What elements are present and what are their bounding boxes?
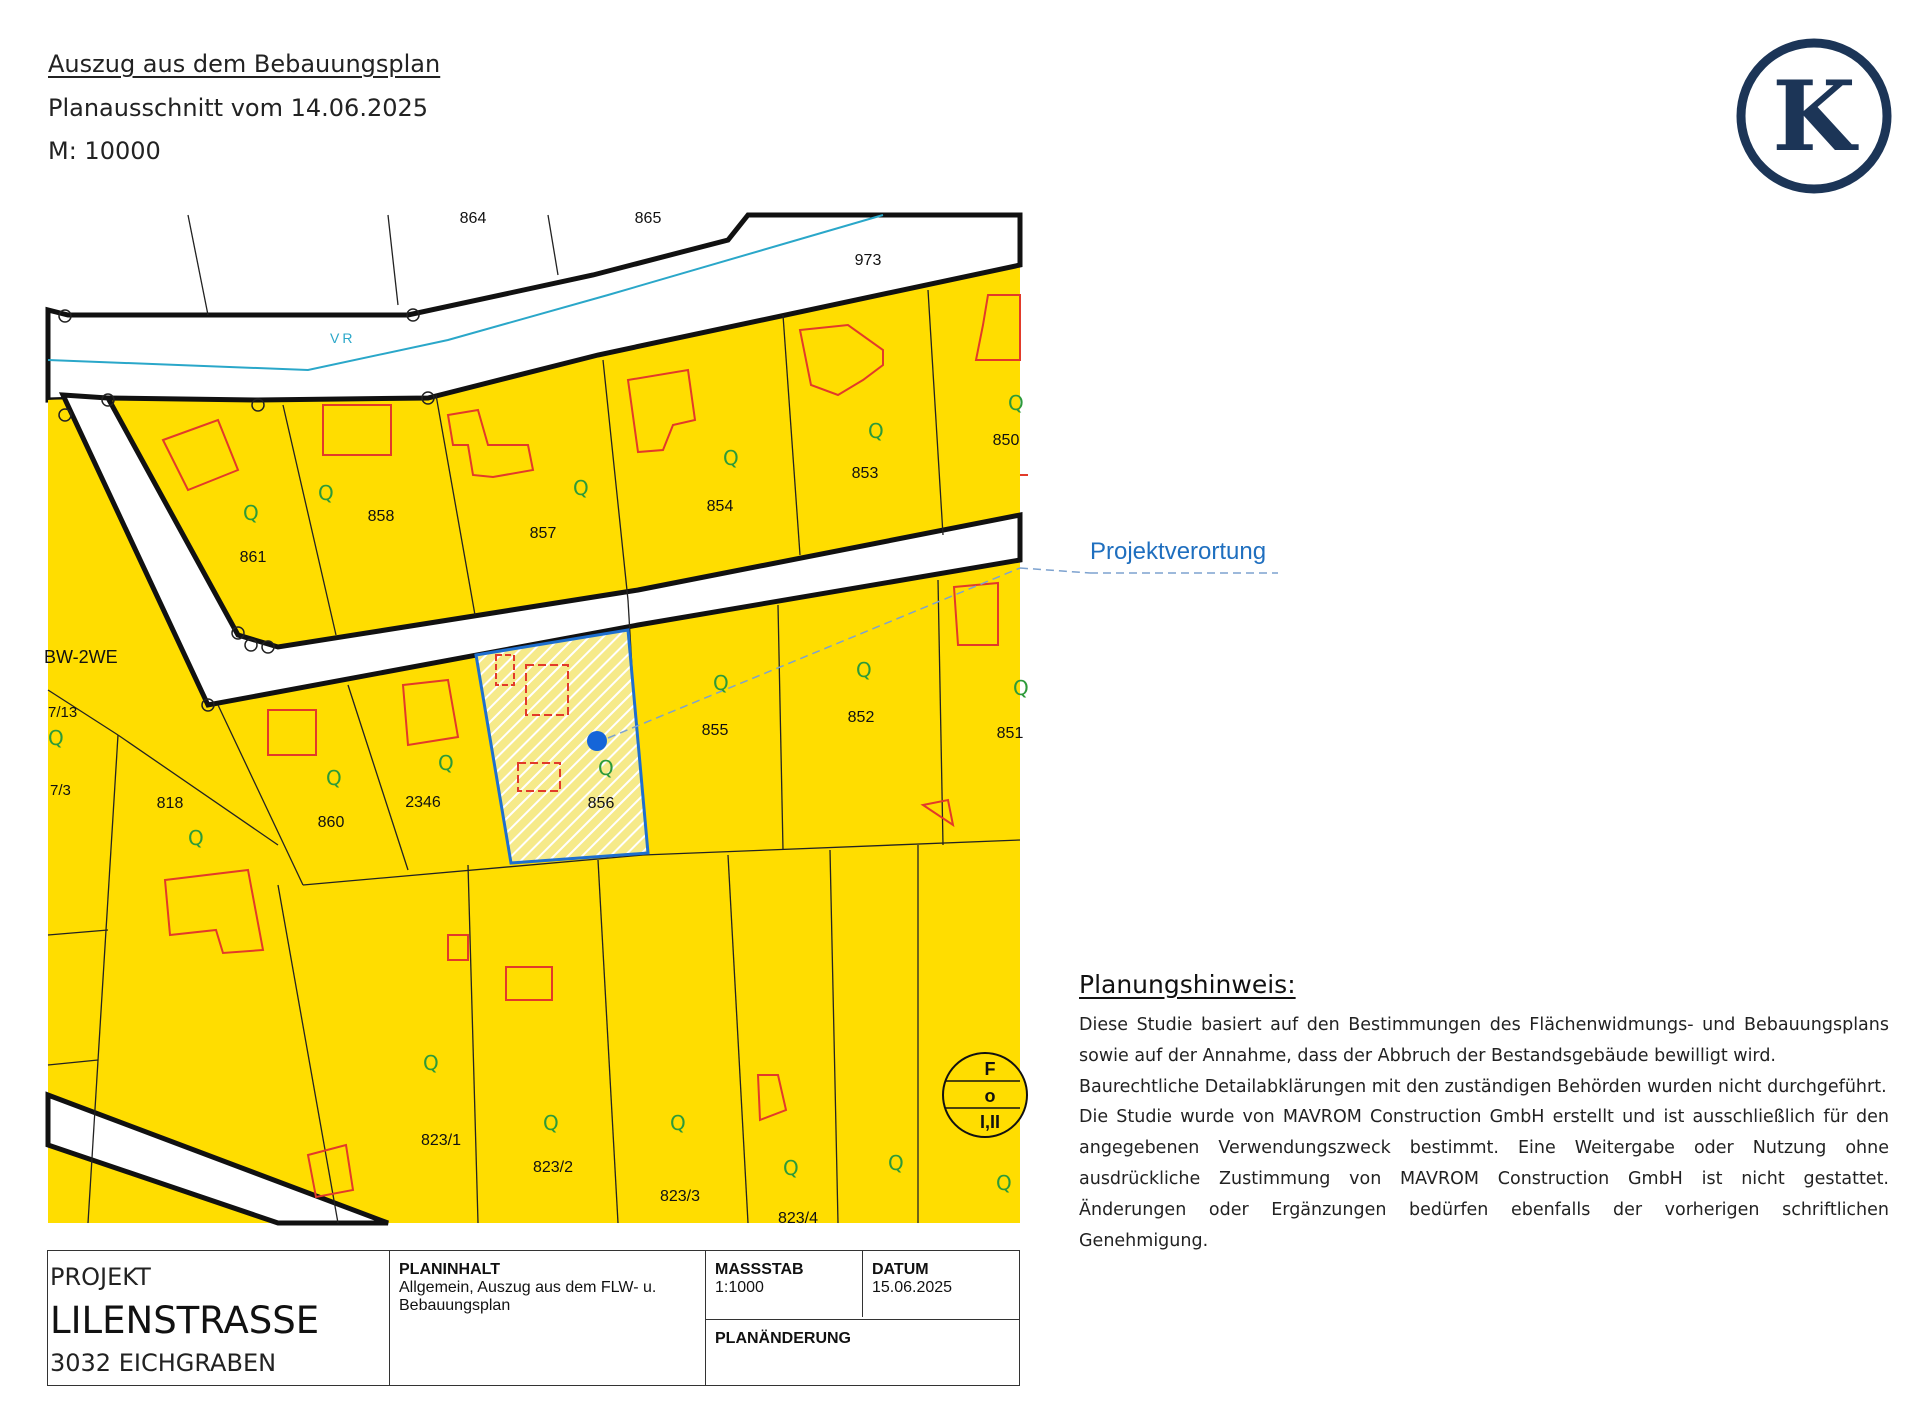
planinhalt-value: Allgemein, Auszug aus dem FLW- u. Bebauungsplan (399, 1279, 657, 1314)
callout-leader-ext (1020, 565, 1280, 625)
datum-value: 15.06.2025 (872, 1279, 953, 1296)
parcel-label: 818 (156, 795, 184, 812)
parcel-label: 7/3 (50, 782, 71, 799)
note-body (1079, 1010, 1889, 1256)
legend-middle: o (984, 1086, 996, 1106)
note-line: Baurechtliche Detailabklärungen mit den zuständigen Behörden wurden nicht durchgeführt. (1079, 1076, 1887, 1097)
parcel-label: 850 (992, 432, 1020, 449)
zoning-legend-circle (943, 1053, 1027, 1137)
massstab-label: MASSSTAB (715, 1261, 804, 1278)
project-name: LILENSTRASSE (50, 1299, 320, 1342)
parcel-label: 854 (706, 498, 734, 515)
svg-text:Q: Q (1013, 676, 1029, 700)
title-block (47, 1250, 1020, 1386)
svg-text:Q: Q (996, 1171, 1012, 1195)
svg-text:Q: Q (543, 1111, 559, 1135)
parcel-label: 7/13 (48, 704, 78, 721)
parcel-label: 823/4 (777, 1210, 819, 1227)
parcel-label: 865 (634, 210, 662, 227)
svg-text:Q: Q (856, 658, 872, 682)
svg-text:Q: Q (573, 476, 589, 500)
svg-text:Q: Q (713, 671, 729, 695)
project-label: PROJEKT (50, 1263, 151, 1291)
legend-top: F (984, 1059, 996, 1079)
legend-bottom: I,II (979, 1112, 1001, 1132)
massstab-value: 1:1000 (715, 1279, 764, 1296)
zoning-label: BW-2WE (44, 647, 118, 667)
parcel-label: 864 (459, 210, 487, 227)
planinhalt-cell (399, 1261, 699, 1315)
watercourse-label: VR (330, 330, 356, 346)
planinhalt-label: PLANINHALT (399, 1261, 501, 1278)
svg-text:Q: Q (48, 726, 64, 750)
massstab-cell (715, 1261, 855, 1297)
plan-scale: M: 10000 (48, 137, 161, 165)
k-monogram-logo (1736, 38, 1892, 194)
parcel-label: 823/2 (532, 1159, 574, 1176)
planaenderung-cell (715, 1330, 1015, 1348)
parcel-label: 857 (529, 525, 557, 542)
parcel-label: 860 (317, 814, 345, 831)
svg-text:Q: Q (438, 751, 454, 775)
svg-text:Q: Q (326, 766, 342, 790)
callout-label: Projektverortung (1090, 538, 1267, 565)
parcel-label: 851 (996, 725, 1024, 742)
datum-label: DATUM (872, 1261, 929, 1278)
project-cell (48, 1251, 389, 1387)
note-title: Planungshinweis: (1079, 970, 1296, 999)
note-line: Die Studie wurde von MAVROM Construction GmbH erstellt und ist ausschließlich für den angegebenen Verwendungszweck bestimmt. Eine Weitergabe oder Nutzung ohne ausdrückliche Zustimmung von MAVROM Construction GmbH ist nicht gestattet. Änderungen oder Ergänzungen bedürfen ebenfalls der vorherigen schriftlichen Genehmigung. (1079, 1107, 1889, 1251)
svg-text:Q: Q (318, 481, 334, 505)
plan-title: Auszug aus dem Bebauungsplan (48, 50, 441, 78)
parcel-label: 861 (239, 549, 267, 566)
parcel-label: 823/3 (659, 1188, 701, 1205)
parcel-label: 856 (587, 795, 615, 812)
svg-text:Q: Q (423, 1051, 439, 1075)
project-city: 3032 EICHGRABEN (50, 1349, 277, 1377)
parcel-label: 855 (701, 722, 729, 739)
parcel-label: 853 (851, 465, 879, 482)
note-line: Diese Studie basiert auf den Bestimmungen des Flächenwidmungs- und Bebauungsplans sowie auf der Annahme, dass der Abbruch der Bestandsgebäude bewilligt wird. (1079, 1015, 1889, 1066)
plan-subtitle: Planausschnitt vom 14.06.2025 (48, 94, 429, 122)
svg-text:Q: Q (868, 419, 884, 443)
svg-text:Q: Q (1008, 391, 1024, 415)
parcel-label: 852 (847, 709, 875, 726)
svg-text:Q: Q (670, 1111, 686, 1135)
svg-text:Q: Q (598, 756, 614, 780)
project-location-marker (587, 731, 607, 751)
logo-letter: K (1772, 60, 1856, 173)
parcel-label: 823/1 (420, 1132, 462, 1149)
svg-text:Q: Q (243, 501, 259, 525)
parcel-label: 973 (854, 252, 882, 269)
datum-cell (872, 1261, 1012, 1297)
svg-text:Q: Q (783, 1156, 799, 1180)
svg-text:Q: Q (888, 1151, 904, 1175)
svg-text:Q: Q (723, 446, 739, 470)
zoning-map[interactable] (44, 210, 1029, 1227)
parcel-label: 858 (367, 508, 395, 525)
parcel-label: 2346 (405, 794, 441, 811)
svg-text:Q: Q (188, 826, 204, 850)
planaenderung-label: PLANÄNDERUNG (715, 1330, 851, 1347)
